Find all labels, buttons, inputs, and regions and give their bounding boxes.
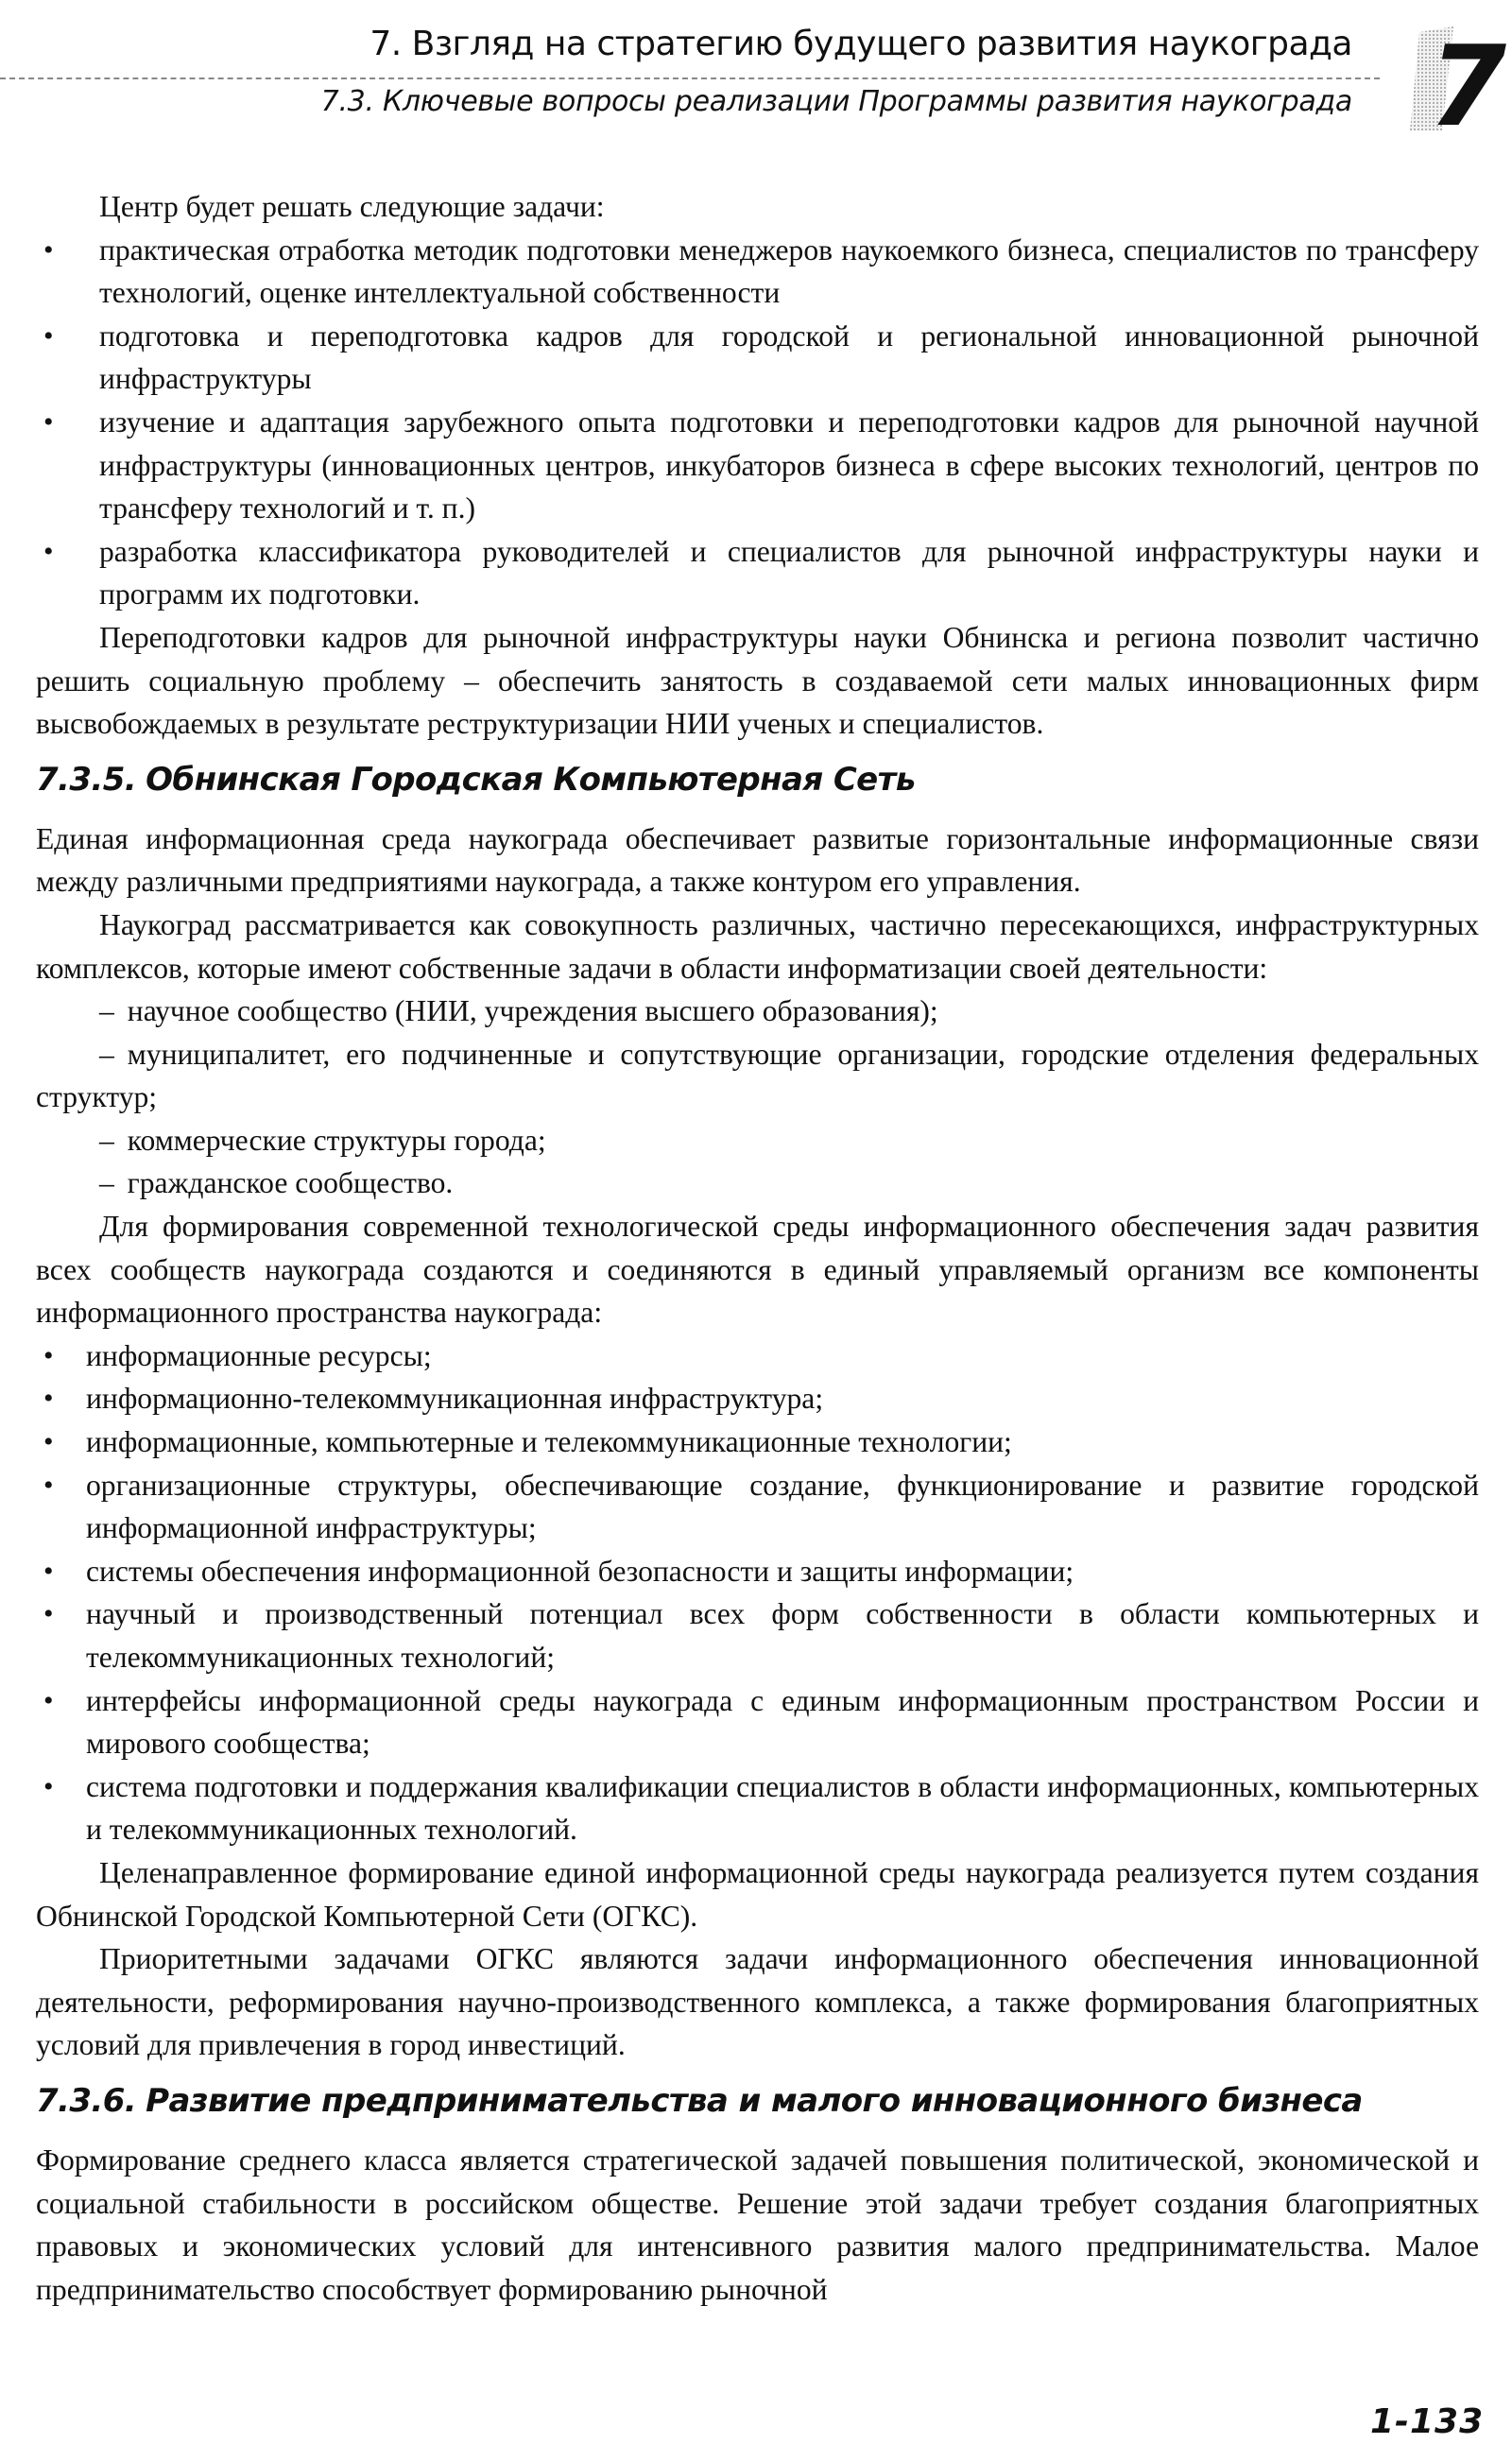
chapter-title: 7. Взгляд на стратегию будущего развития наукограда [369, 25, 1352, 63]
section-heading-text: Развитие предпринимательства и малого инновационного бизнеса [146, 2081, 1363, 2120]
paragraph: Для формирования современной технологической среды информационного обеспечения задач развития всех сообществ наукограда создаются и соединяются в единый управляемый организм все компоненты информационного пространства наукограда: [36, 1210, 1479, 1330]
chapter-number-emblem [1406, 19, 1507, 151]
tasks-lead: Центр будет решать следующие задачи: [99, 190, 605, 223]
page-body [36, 185, 1479, 2311]
list-item: – муниципалитет, его подчиненные и сопутствующие организации, городские отделения федеральных структур; [36, 1037, 1479, 1114]
list-item: • подготовка и переподготовка кадров для городской и региональной инновационной рыночной инфраструктуры [36, 315, 1479, 401]
page-number: 1-133 [1370, 2402, 1485, 2441]
section-number: 7.3.6. [36, 2081, 137, 2120]
paragraph: Единая информационная среда наукограда обеспечивает развитые горизонтальные информационные связи между различными предприятиями наукограда, а также контуром его управления. [36, 821, 1479, 899]
components-list [36, 1334, 1479, 1851]
list-item: • разработка классификатора руководителей и специалистов для рыночной инфраструктуры науки и программ их подготовки. [36, 530, 1479, 616]
running-header [0, 0, 1512, 151]
section-7-3-6-heading [36, 2076, 1479, 2125]
tasks-list [36, 229, 1479, 616]
section-number: 7.3.5. [36, 760, 137, 799]
list-item: • организационные структуры, обеспечивающие создание, функционирование и развитие городской информационной инфраструктуры; [36, 1464, 1479, 1550]
list-item: • системы обеспечения информационной безопасности и защиты информации; [36, 1550, 1479, 1593]
paragraph: Наукоград рассматривается как совокупность различных, частично пересекающихся, инфраструктурных комплексов, которые имеют собственные задачи в области информатизации своей деятельности: [36, 907, 1479, 985]
list-item: – коммерческие структуры города; [99, 1123, 546, 1157]
section-7-3-5-heading [36, 755, 1479, 804]
list-item: • информационные ресурсы; [36, 1334, 1479, 1378]
list-item: • научный и производственный потенциал всех форм собственности в области компьютерных и телекоммуникационных технологий; [36, 1592, 1479, 1678]
tasks-closing-paragraph: Переподготовки кадров для рыночной инфраструктуры науки Обнинска и региона позволит частично решить социальную проблему – обеспечить занятость в создаваемой сети малых инновационных фирм высвобождаемых в результате реструктуризации НИИ ученых и специалистов. [36, 620, 1479, 741]
list-item: • информационные, компьютерные и телекоммуникационные технологии; [36, 1420, 1479, 1464]
list-item: – научное сообщество (НИИ, учреждения высшего образования); [99, 994, 938, 1028]
paragraph: Целенаправленное формирование единой информационной среды наукограда реализуется путем создания Обнинской Городской Компьютерной Сети (ОГКС). [36, 1855, 1479, 1933]
header-rule [0, 77, 1380, 79]
chapter-number-glyph: 7 [1429, 21, 1507, 151]
communities-list [36, 990, 1479, 1205]
list-item: • информационно-телекоммуникационная инфраструктура; [36, 1377, 1479, 1420]
list-item: • практическая отработка методик подготовки менеджеров наукоемкого бизнеса, специалистов по трансферу технологий, оценке интеллектуальной собственности [36, 229, 1479, 315]
paragraph: Приоритетными задачами ОГКС являются задачи информационного обеспечения инновационной деятельности, реформирования научно-производственного комплекса, а также формирования благоприятных условий для привлечения в город инвестиций. [36, 1942, 1479, 2062]
list-item: – гражданское сообщество. [99, 1166, 454, 1200]
section-title: 7.3. Ключевые вопросы реализации Программы развития наукограда [320, 85, 1352, 118]
paragraph: Формирование среднего класса является стратегической задачей повышения политической, экономической и социальной стабильности в российском обществе. Решение этой задачи требует создания благоприятных правовых и экономических условий для интенсивного развития малого предпринимательства. Малое предпринимательство способствует формированию рыночной [36, 2143, 1479, 2306]
list-item: • изучение и адаптация зарубежного опыта подготовки и переподготовки кадров для рыночной научной инфраструктуры (инновационных центров, инкубаторов бизнеса в сфере высоких технологий, центров по трансферу технологий и т. п.) [36, 401, 1479, 530]
section-heading-text: Обнинская Городская Компьютерная Сеть [146, 760, 916, 799]
list-item: • система подготовки и поддержания квалификации специалистов в области информационных, компьютерных и телекоммуникационных технологий. [36, 1765, 1479, 1851]
list-item: • интерфейсы информационной среды наукограда с единым информационным пространством России и мирового сообщества; [36, 1679, 1479, 1765]
